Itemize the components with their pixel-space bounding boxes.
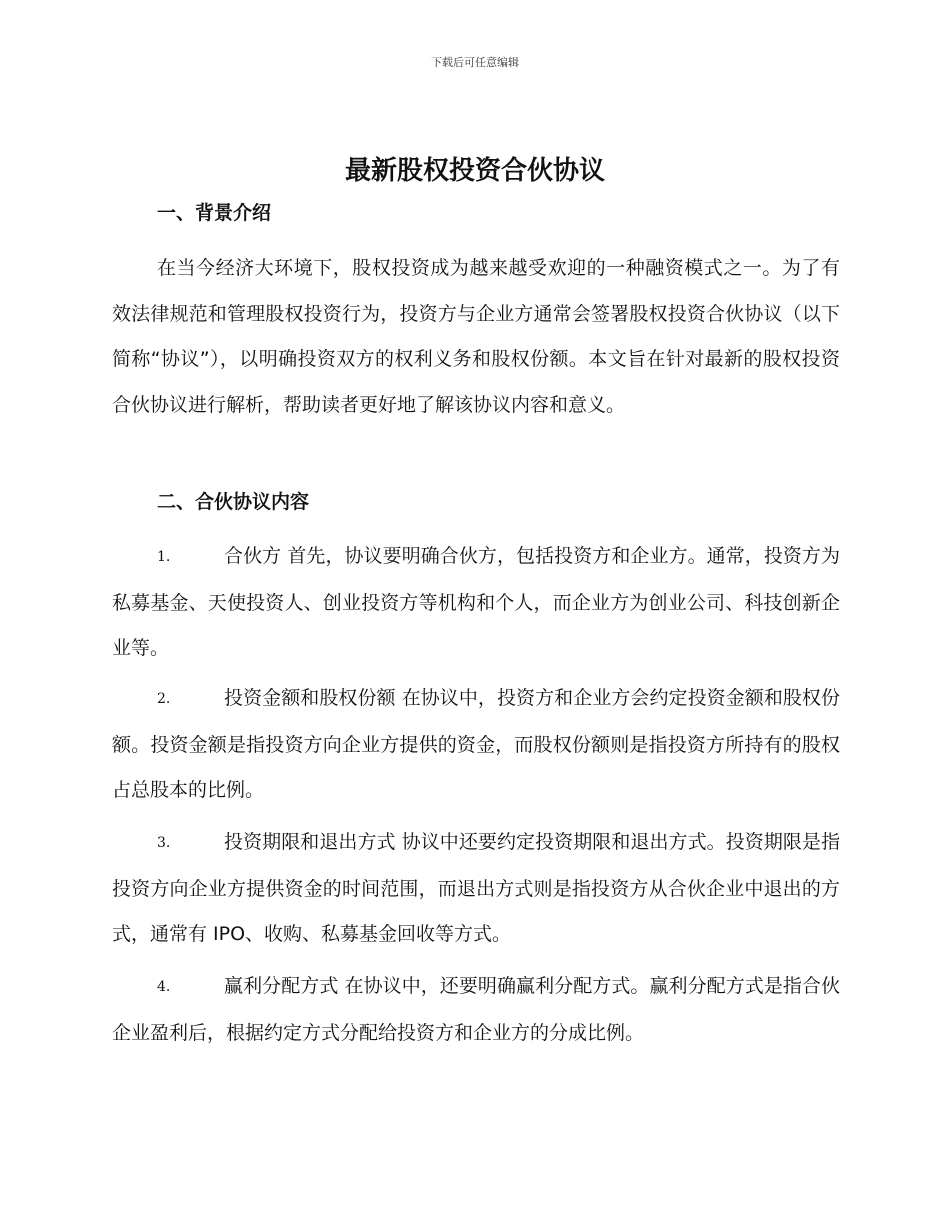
list-item-text: 投资金额和股权份额 在协议中，投资方和企业方会约定投资金额和股权份额。投资金额是指投资方向企业方提供的资金，而股权份额则是指投资方所持有的股权占总股本的比例。 bbox=[112, 687, 840, 801]
list-item-number: 1. bbox=[157, 549, 171, 565]
section-heading-contents: 二、合伙协议内容 bbox=[157, 491, 310, 513]
header-note: 下载后可任意编辑 bbox=[431, 56, 519, 69]
intro-paragraph: 在当今经济大环境下，股权投资成为越来越受欢迎的一种融资模式之一。为了有效法律规范和管理股权投资行为，投资方与企业方通常会签署股权投资合伙协议（以下简称“协议”），以明确投资双方的权利义务和股权份额。本文旨在针对最新的股权投资合伙协议进行解析，帮助读者更好地了解该协议内容和意义。 bbox=[112, 257, 840, 416]
section-heading-background: 一、背景介绍 bbox=[157, 202, 272, 224]
document-title: 最新股权投资合伙协议 bbox=[344, 156, 605, 186]
list-item-number: 3. bbox=[157, 835, 171, 851]
list-item bbox=[112, 820, 840, 958]
list-item-text: 赢利分配方式 在协议中，还要明确赢利分配方式。赢利分配方式是指合伙企业盈利后，根据约定方式分配给投资方和企业方的分成比例。 bbox=[112, 975, 840, 1044]
list-item bbox=[112, 964, 840, 1056]
list-item-text: 合伙方 首先，协议要明确合伙方，包括投资方和企业方。通常，投资方为私募基金、天使投资人、创业投资方等机构和个人，而企业方为创业公司、科技创新企业等。 bbox=[112, 545, 840, 659]
list-item-text: 投资期限和退出方式 协议中还要约定投资期限和退出方式。投资期限是指投资方向企业方提供资金的时间范围，而退出方式则是指投资方从合伙企业中退出的方式，通常有 IPO、收购、私募基金回收等方式。 bbox=[112, 831, 840, 945]
list-item bbox=[112, 676, 840, 814]
list-item-number: 4. bbox=[157, 979, 171, 995]
list-item-number: 2. bbox=[157, 691, 171, 707]
list-item bbox=[112, 534, 840, 672]
